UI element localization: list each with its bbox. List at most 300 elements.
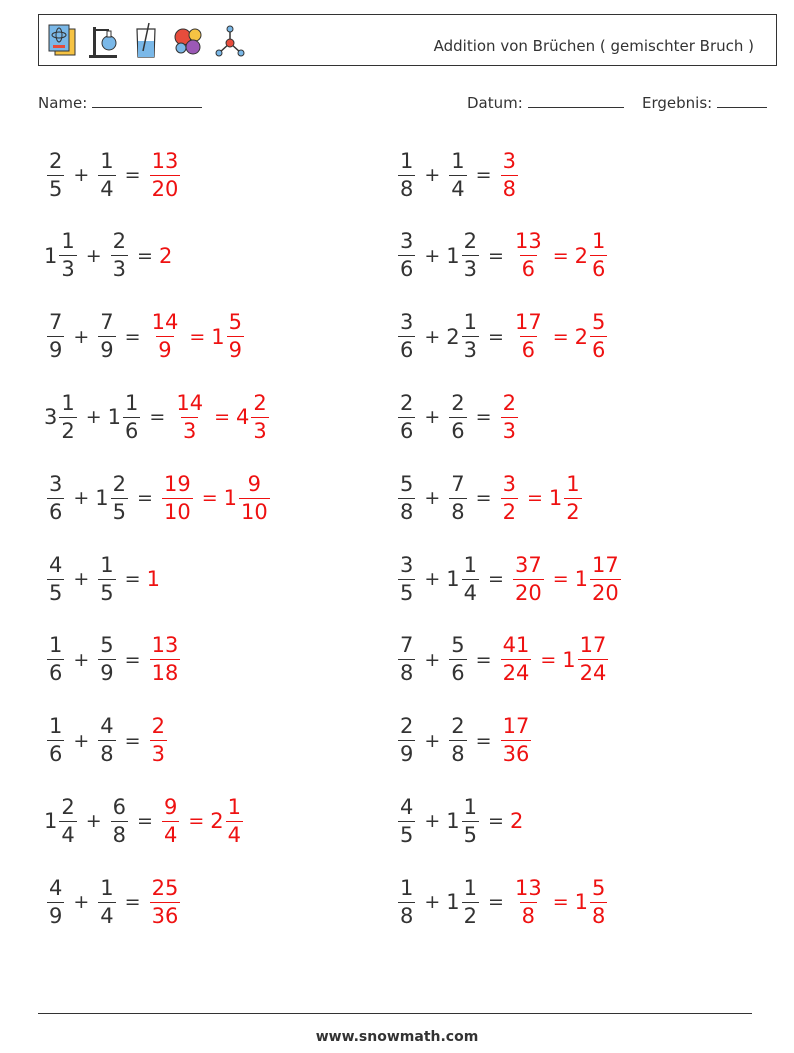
denominator: 6 <box>49 499 63 524</box>
denominator: 5 <box>100 580 114 605</box>
problem-row <box>395 625 611 695</box>
integer-value: 2 <box>509 809 524 834</box>
fraction <box>501 148 518 201</box>
fraction-term <box>95 552 118 605</box>
denominator: 36 <box>151 903 179 928</box>
whole-number: 1 <box>44 809 58 834</box>
fraction <box>98 552 115 605</box>
fraction <box>590 231 607 280</box>
numerator: 1 <box>566 471 580 496</box>
denominator: 5 <box>49 176 63 201</box>
fraction-term <box>575 231 611 280</box>
numerator: 2 <box>253 390 267 415</box>
denominator: 8 <box>112 822 127 847</box>
fraction <box>150 635 181 684</box>
fraction <box>123 390 140 443</box>
denominator: 6 <box>521 338 536 363</box>
problem-row <box>44 706 170 776</box>
numerator: 19 <box>163 471 191 496</box>
fraction-term <box>95 635 118 684</box>
numerator: 13 <box>151 148 179 173</box>
fraction-term <box>574 552 624 605</box>
denominator: 9 <box>49 338 63 363</box>
plus-sign: + <box>85 406 102 429</box>
numerator: 4 <box>49 552 63 577</box>
numerator: 37 <box>514 552 542 577</box>
numerator: 2 <box>112 471 127 496</box>
denominator: 8 <box>400 499 414 524</box>
plus-sign: + <box>424 568 441 590</box>
equals-sign: = <box>188 810 205 833</box>
fraction <box>226 794 243 847</box>
fraction <box>47 875 64 928</box>
fraction-term <box>446 635 469 684</box>
whole-number: 1 <box>44 243 58 268</box>
numerator: 2 <box>502 390 516 415</box>
numerator: 17 <box>502 714 530 739</box>
name-label: Name: <box>38 94 88 112</box>
problem-row <box>395 382 521 452</box>
fraction-term <box>510 809 523 833</box>
lab-stand-icon <box>87 21 121 61</box>
fraction <box>449 716 466 765</box>
problem-row <box>395 867 610 937</box>
problem-row <box>395 706 534 776</box>
fraction <box>251 390 268 443</box>
numerator: 3 <box>502 471 516 496</box>
footer-divider <box>38 1013 752 1014</box>
denominator: 3 <box>183 418 197 443</box>
date-field <box>467 93 624 112</box>
whole-number: 2 <box>446 324 460 349</box>
plus-sign: + <box>73 487 90 510</box>
fraction-term <box>95 716 118 765</box>
equals-sign: = <box>124 891 141 914</box>
plus-sign: + <box>424 325 441 348</box>
numerator: 1 <box>592 229 606 254</box>
fraction <box>449 390 466 443</box>
fraction <box>162 471 193 524</box>
fraction <box>47 635 64 684</box>
fraction <box>162 794 179 847</box>
fraction-term <box>446 875 482 928</box>
numerator: 7 <box>100 310 114 335</box>
fraction-term <box>575 312 611 361</box>
numerator: 4 <box>100 714 114 739</box>
equals-sign: = <box>214 406 230 429</box>
fraction <box>98 312 115 361</box>
plus-sign: + <box>73 325 90 348</box>
numerator: 7 <box>400 633 414 658</box>
fraction-term <box>510 312 547 361</box>
fraction-term <box>395 148 418 201</box>
numerator: 1 <box>100 875 114 900</box>
fraction <box>449 635 466 684</box>
fraction-term <box>210 794 246 847</box>
denominator: 3 <box>502 418 516 443</box>
fraction <box>111 231 128 280</box>
footer-url: www.snowmath.com <box>315 1029 479 1045</box>
fraction <box>398 552 415 605</box>
fraction <box>449 471 466 524</box>
whole-number: 2 <box>574 243 588 268</box>
plus-sign: + <box>424 810 441 833</box>
molecule-structure-icon <box>213 21 247 61</box>
denominator: 9 <box>100 661 114 686</box>
equals-sign: = <box>475 487 492 510</box>
denominator: 5 <box>463 822 478 847</box>
whole-number: 1 <box>446 243 460 268</box>
equals-sign: = <box>552 891 569 914</box>
plus-sign: + <box>73 891 90 914</box>
numerator: 1 <box>227 794 242 819</box>
fraction-term <box>395 635 418 684</box>
plus-sign: + <box>424 891 441 914</box>
numerator: 1 <box>49 633 63 658</box>
equals-sign: = <box>540 648 557 671</box>
denominator: 24 <box>502 661 530 686</box>
fraction-term <box>395 231 418 280</box>
fraction <box>59 794 76 847</box>
fraction-term <box>147 148 184 201</box>
problem-row <box>395 140 521 210</box>
whole-number: 1 <box>446 567 460 591</box>
equals-sign: = <box>526 487 543 510</box>
fraction <box>462 794 479 847</box>
fraction <box>227 312 244 361</box>
whole-number: 1 <box>446 809 460 834</box>
numerator: 1 <box>463 310 478 335</box>
numerator: 2 <box>112 229 127 254</box>
fraction <box>501 635 532 684</box>
numerator: 25 <box>151 875 179 900</box>
problem-row <box>44 544 160 614</box>
fraction <box>398 312 415 361</box>
numerator: 3 <box>400 229 414 254</box>
name-line <box>92 93 202 108</box>
denominator: 6 <box>49 661 63 686</box>
fraction <box>398 716 415 765</box>
fraction-term <box>108 231 131 280</box>
denominator: 6 <box>400 418 414 443</box>
fraction <box>501 471 518 524</box>
fraction <box>398 471 415 524</box>
problem-row <box>395 544 624 614</box>
fraction <box>150 312 181 361</box>
numerator: 3 <box>400 552 414 577</box>
fraction-term <box>147 635 184 684</box>
integer-value: 1 <box>146 567 160 591</box>
fraction <box>111 794 128 847</box>
equals-sign: = <box>189 325 206 348</box>
fraction-term <box>395 552 418 605</box>
fraction <box>513 875 544 928</box>
fraction <box>47 312 64 361</box>
denominator: 8 <box>400 661 414 686</box>
fraction-term <box>446 231 482 280</box>
name-field <box>38 93 202 112</box>
numerator: 5 <box>400 471 414 496</box>
denominator: 2 <box>463 903 478 928</box>
fraction <box>239 471 270 524</box>
numerator: 14 <box>151 310 179 335</box>
denominator: 8 <box>400 176 414 201</box>
fraction-term <box>171 390 208 443</box>
fraction-term <box>498 471 521 524</box>
denominator: 3 <box>463 257 478 282</box>
fraction-term <box>159 471 196 524</box>
numerator: 2 <box>61 794 75 819</box>
denominator: 3 <box>463 338 478 363</box>
fraction-term <box>44 148 67 201</box>
numerator: 7 <box>49 310 63 335</box>
numerator: 2 <box>463 229 478 254</box>
equals-sign: = <box>475 164 492 186</box>
denominator: 3 <box>151 742 165 767</box>
fraction <box>501 716 532 765</box>
result-field <box>642 93 767 112</box>
numerator: 3 <box>49 471 63 496</box>
fraction <box>47 552 64 605</box>
denominator: 8 <box>592 903 606 928</box>
fraction-term <box>44 552 67 605</box>
numerator: 2 <box>400 390 414 415</box>
numerator: 5 <box>228 310 242 335</box>
numerator: 1 <box>125 390 139 415</box>
numerator: 1 <box>100 552 114 577</box>
whole-number: 1 <box>446 890 460 915</box>
fraction-term <box>498 390 521 443</box>
fraction-term <box>395 312 418 361</box>
plus-sign: + <box>85 244 102 267</box>
problem-row <box>44 140 183 210</box>
fraction-term <box>498 148 521 201</box>
plus-sign: + <box>424 164 441 186</box>
numerator: 2 <box>451 390 465 415</box>
problem-row <box>395 302 610 372</box>
worksheet-title: Addition von Brüchen ( gemischter Bruch ) <box>433 37 754 55</box>
result-label: Ergebnis: <box>642 94 713 112</box>
plus-sign: + <box>73 568 90 590</box>
fraction-term <box>108 794 131 847</box>
equals-sign: = <box>488 568 504 590</box>
fraction <box>462 312 479 361</box>
denominator: 6 <box>125 418 139 443</box>
problem-row <box>395 221 610 291</box>
fraction <box>47 148 64 201</box>
denominator: 20 <box>592 580 619 605</box>
fraction-term <box>147 312 184 361</box>
date-label: Datum: <box>467 94 523 112</box>
fraction-term <box>446 471 469 524</box>
fraction-term <box>44 875 67 928</box>
fraction-term <box>446 794 482 847</box>
fraction-term <box>446 390 469 443</box>
equals-sign: = <box>475 406 492 429</box>
numerator: 1 <box>400 875 414 900</box>
problem-row <box>44 625 183 695</box>
denominator: 9 <box>49 903 63 928</box>
fraction-term <box>95 312 118 361</box>
fraction <box>98 148 115 201</box>
numerator: 9 <box>163 794 178 819</box>
whole-number: 1 <box>548 486 563 511</box>
problem-row <box>44 302 247 372</box>
numerator: 17 <box>514 310 542 335</box>
molecule-balls-icon <box>171 21 205 61</box>
denominator: 10 <box>241 499 268 524</box>
numerator: 13 <box>514 875 542 900</box>
problem-row <box>44 463 273 533</box>
equals-sign: = <box>124 164 141 186</box>
denominator: 4 <box>100 903 114 928</box>
fraction <box>98 875 115 928</box>
fraction <box>564 471 581 524</box>
fraction <box>578 635 609 684</box>
fraction-term <box>395 794 418 847</box>
fraction-term <box>44 390 80 443</box>
fraction-term <box>159 244 172 268</box>
numerator: 3 <box>400 310 414 335</box>
fraction <box>462 231 479 280</box>
plus-sign: + <box>73 164 90 186</box>
fraction <box>513 231 544 280</box>
numerator: 9 <box>247 471 262 496</box>
denominator: 4 <box>463 580 478 605</box>
plus-sign: + <box>424 729 441 752</box>
numerator: 6 <box>112 794 127 819</box>
whole-number: 1 <box>107 405 122 430</box>
fraction-term <box>510 552 547 605</box>
problem-row <box>44 382 272 452</box>
numerator: 5 <box>451 633 465 658</box>
numerator: 13 <box>514 229 542 254</box>
numerator: 1 <box>451 148 465 173</box>
denominator: 6 <box>451 661 465 686</box>
denominator: 9 <box>158 338 172 363</box>
equals-sign: = <box>124 729 141 752</box>
numerator: 1 <box>100 148 114 173</box>
header-icons <box>45 19 247 63</box>
fraction-term <box>159 794 182 847</box>
plus-sign: + <box>424 244 441 267</box>
numerator: 41 <box>502 633 530 658</box>
denominator: 2 <box>502 499 516 524</box>
fraction <box>398 635 415 684</box>
fraction-term <box>44 635 67 684</box>
fraction-term <box>107 390 144 443</box>
numerator: 5 <box>592 875 606 900</box>
equals-sign: = <box>475 729 492 752</box>
numerator: 1 <box>400 148 414 173</box>
denominator: 5 <box>49 580 63 605</box>
fraction-term <box>395 471 418 524</box>
denominator: 6 <box>451 418 465 443</box>
equals-sign: = <box>124 648 141 671</box>
fraction-term <box>395 390 418 443</box>
plus-sign: + <box>424 487 441 510</box>
denominator: 36 <box>502 742 530 767</box>
denominator: 3 <box>61 257 75 282</box>
whole-number: 4 <box>236 405 250 430</box>
numerator: 13 <box>151 633 179 658</box>
fraction-term <box>574 875 611 928</box>
numerator: 2 <box>451 714 465 739</box>
plus-sign: + <box>85 810 102 833</box>
numerator: 3 <box>502 148 516 173</box>
fraction-term <box>44 312 67 361</box>
fraction-term <box>44 471 67 524</box>
denominator: 9 <box>400 742 414 767</box>
fraction-term <box>395 875 418 928</box>
equals-sign: = <box>488 325 504 348</box>
fraction <box>590 875 607 928</box>
equals-sign: = <box>201 487 218 510</box>
beaker-icon <box>129 21 163 61</box>
denominator: 6 <box>49 742 63 767</box>
whole-number: 2 <box>574 324 588 349</box>
denominator: 2 <box>61 418 75 443</box>
numerator: 7 <box>451 471 465 496</box>
numerator: 5 <box>592 310 606 335</box>
whole-number: 1 <box>574 890 588 915</box>
equals-sign: = <box>475 648 492 671</box>
whole-number: 1 <box>562 647 576 672</box>
numerator: 1 <box>49 714 63 739</box>
fraction-term <box>498 635 535 684</box>
fraction <box>398 390 415 443</box>
numerator: 4 <box>49 875 63 900</box>
denominator: 8 <box>100 742 114 767</box>
denominator: 6 <box>592 257 606 282</box>
denominator: 9 <box>228 338 242 363</box>
numerator: 1 <box>61 229 75 254</box>
plus-sign: + <box>424 406 441 429</box>
denominator: 2 <box>566 499 580 524</box>
fraction <box>398 875 415 928</box>
equals-sign: = <box>149 406 166 429</box>
denominator: 8 <box>521 903 536 928</box>
fraction-term <box>95 471 131 524</box>
whole-number: 3 <box>44 405 58 430</box>
equals-sign: = <box>488 244 504 267</box>
fraction <box>150 875 181 928</box>
equals-sign: = <box>552 244 569 267</box>
fraction <box>59 390 76 443</box>
fraction-term <box>147 875 184 928</box>
fraction-term <box>147 567 160 591</box>
date-line <box>528 93 624 108</box>
whole-number: 1 <box>574 567 588 591</box>
problem-row <box>395 786 523 856</box>
plus-sign: + <box>73 648 90 671</box>
denominator: 18 <box>151 661 179 686</box>
numerator: 1 <box>463 875 478 900</box>
denominator: 20 <box>514 580 542 605</box>
fraction-term <box>95 875 118 928</box>
worksheet-header <box>38 14 777 66</box>
numerator: 2 <box>49 148 63 173</box>
numerator: 17 <box>579 633 607 658</box>
whole-number: 1 <box>95 486 109 511</box>
fraction-term <box>95 148 118 201</box>
numerator: 2 <box>151 714 165 739</box>
fraction-term <box>446 312 482 361</box>
numerator: 2 <box>400 714 414 739</box>
denominator: 5 <box>400 822 414 847</box>
numerator: 1 <box>463 552 478 577</box>
fraction <box>111 471 128 524</box>
